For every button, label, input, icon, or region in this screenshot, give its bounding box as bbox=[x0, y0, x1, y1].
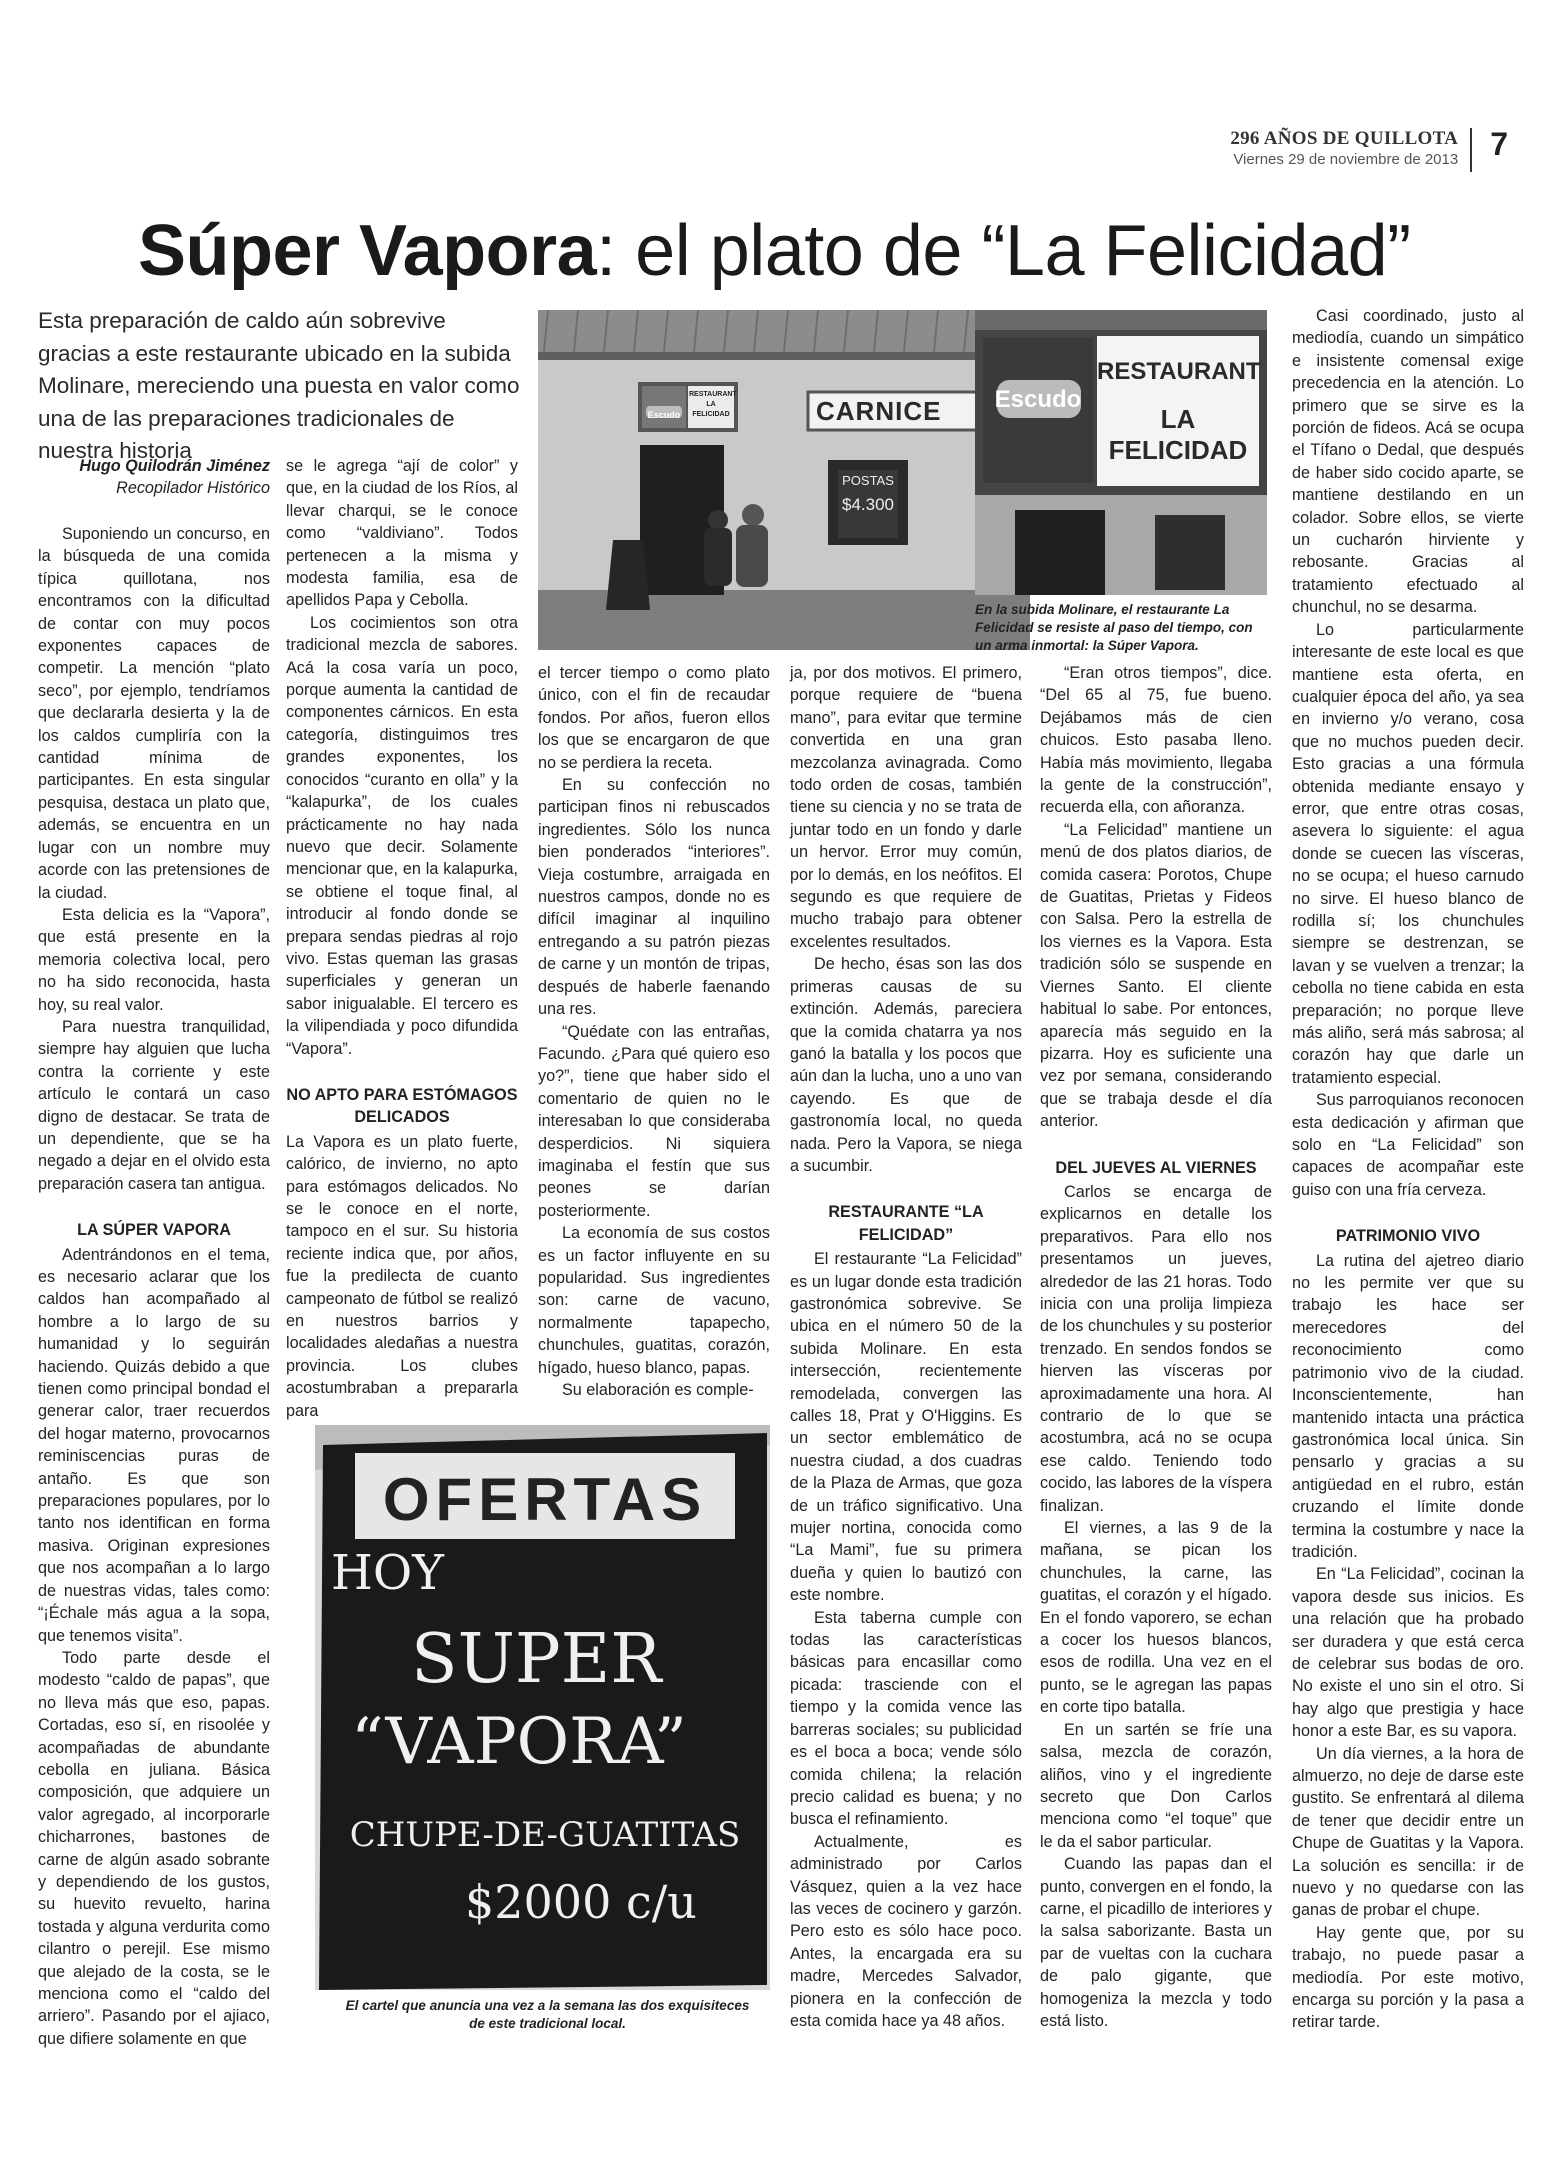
paragraph: Adentrándonos en el tema, es necesario aclarar que los caldos han acompañado al hombre a lo largo de su humanidad y lo seguirán haciendo. Quizás debido a que tienen como principal bondad el generar calor, traer recuerdos del hogar materno, provocarnos reminiscencias puras de antaño. Es que son preparaciones populares, por lo tanto nos identifican en forma masiva. Originan expresiones que nos acompañan a lo largo de nuestras vidas, tales como: “¡Échale más agua a la sopa, que tenemos visita”. bbox=[38, 1245, 270, 1645]
subhead: PATRIMONIO VIVO bbox=[1335, 1227, 1481, 1246]
deck: Esta preparación de caldo aún sobrevive gracias a este restaurante ubicado en la subida Molinare, mereciendo una puesta en valor como una de las preparaciones tradicionales de nuestra historia bbox=[38, 308, 520, 463]
column-1 bbox=[38, 455, 270, 2050]
sign-brand: Escudo bbox=[647, 410, 681, 420]
chalkboard-caption: El cartel que anuncia una vez a la semana las dos exquisiteces de este tradicional local. bbox=[345, 1998, 750, 2031]
chalk-today: HOY bbox=[331, 1545, 444, 1601]
subhead: RESTAURANTE “LA FELICIDAD” bbox=[828, 1203, 984, 1244]
column-3 bbox=[538, 662, 770, 1401]
close-sign-line2: LA FELICIDAD bbox=[1108, 404, 1248, 465]
column-2 bbox=[286, 455, 518, 1422]
paragraph: se le agrega “ají de color” y que, en la ciudad de los Ríos, al llevar charqui, se le conoce como “valdiviano”. Todos pertenecen a la misma y modesta familia, esa de apellidos Papa y Cebolla. bbox=[286, 457, 518, 610]
page-header bbox=[1230, 128, 1508, 172]
byline bbox=[38, 455, 270, 499]
section-block bbox=[1230, 128, 1472, 172]
subhead: LA SÚPER VAPORA bbox=[77, 1221, 231, 1240]
poster-line1: POSTAS bbox=[842, 473, 894, 488]
paragraph: ja, por dos motivos. El primero, porque requiere de “buena mano”, para evitar que termine convertida en una gran mezcolanza avinagrada. Como todo orden de cosas, también tiene su ciencia y no se trata de juntar todo en un fondo y darle un hervor. Error muy común, por lo demás, en los neófitos. El segundo es que requiere de mucho trabajo para obtener excelentes resultados. bbox=[790, 664, 1022, 951]
paragraph: Casi coordinado, justo al mediodía, cuando un simpático e insistente comensal exige precedencia en la atención. Lo primero que se sirve es la porción de fideos. Acá se ocupa el Tífano o Dedal, que después de haber sido cocido aparte, se mantiene destilando en un colador. Sobre ellos, se vierte un cucharón hirviente y rebosante. Gracias al tratamiento efectuado al chunchul, no se desarma. bbox=[1292, 307, 1524, 617]
chalk-super: SUPER bbox=[411, 1620, 662, 1699]
chalkboard-photo bbox=[315, 1425, 770, 1990]
sign-shop: CARNICE bbox=[816, 396, 942, 426]
column-4 bbox=[790, 662, 1022, 2032]
paragraph: La Vapora es un plato fuerte, calórico, de invierno, no apto para estómagos delicados. No se le conoce en el norte, tampoco en el sur. Su historia reciente indica que, por años, fue la predilecta de cuanto campeonato de fútbol se realizó en nuestros barrios y localidades aledañas a nuestra provincia. Los clubes acostumbraban a prepararla para bbox=[286, 1132, 518, 1420]
poster-line2: $4.300 bbox=[842, 495, 894, 514]
byline-role: Recopilador Histórico bbox=[116, 479, 270, 497]
paragraph: Cuando las papas dan el punto, convergen en el fondo, la carne, el picadillo de interiores y la salsa saborizante. Basta un par de vueltas con la cuchara de palo gigante, que homogeniza la mezcla y todo está listo. bbox=[1040, 1855, 1272, 2030]
paragraph: Hay gente que, por su trabajo, no puede pasar a mediodía. Por este motivo, encarga su porción y la pasa a retirar tarde. bbox=[1292, 1923, 1524, 2032]
paragraph: La rutina del ajetreo diario no les permite ver que su trabajo les hace ser merecedores del reconocimiento como patrimonio vivo de la ciudad. Inconscientemente, han mantenido intacta una práctica gastronómica local única. Sin pensarlo y gracias a su antigüedad en el rubro, están cruzando el límite donde termina la costumbre y nace la tradición. bbox=[1292, 1251, 1524, 1561]
paragraph: En “La Felicidad”, cocinan la vapora desde sus inicios. Es una relación que ha probado ser duradera y que está cerca de celebrar sus bodas de oro. No existe el uno sin el otro. Si hay algo que prestigia y hace honor a este Bar, es su vapora. bbox=[1292, 1565, 1524, 1741]
section-title: 296 AÑOS DE QUILLOTA bbox=[1230, 128, 1459, 149]
paragraph: el tercer tiempo o como plato único, con el fin de recaudar fondos. Por años, fueron ellos los que se encargaron de que no se perdiera la receta. bbox=[538, 664, 770, 772]
paragraph: Actualmente, es administrado por Carlos Vásquez, quien a la vez hace las veces de cocinero y garzón. Pero esto es sólo hace poco. Antes, la encargada era su madre, Mercedes Salvador, pionera en la confección de esta comida hace ya 48 años. bbox=[790, 1832, 1022, 2030]
paragraph: Lo particularmente interesante de este local es que mantiene esta oferta, en cualquier época del año, ya sea en invierno y/o verano, cosa que no muchos pueden decir. Esto gracias a una fórmula obtenida mediante ensayo y error, que entre otras cosas, asevera lo siguiente: el agua donde se cuecen las vísceras, no se ocupa; el hueso carnudo no sirve. El hueso blanco de rodilla sí; los chunchules siempre se destrenzan, se lavan y se vuelven a trenzar; la cebolla no tiene cabida en esta preparación; no porque lleve más aliño, será más sabrosa; al corazón hay que darle un tratamiento especial. bbox=[1292, 620, 1524, 1087]
paragraph: El viernes, a las 9 de la mañana, se pican los chunchules, la carne, las guatitas, el corazón y el hígado. En el fondo vaporero, se echan a cocer los huesos blancos, esos de rodilla. Una vez en el punto, se le agregan las papas en corte tipo batalla. bbox=[1040, 1519, 1272, 1717]
paragraph: “La Felicidad” mantiene un menú de dos platos diarios, de comida casera: Porotos, Chupe de Guatitas, Prietas y Fideos con Salsa. Pero la estrella de los viernes es la Vapora. Esta tradición sólo se suspende en Viernes Santo. El cliente habitual lo sabe. Por entonces, aparecía más seguido en la pizarra. Hoy es suficiente una vez por semana, considerando que se trabaja desde el día anterior. bbox=[1040, 820, 1272, 1131]
chalk-offers: OFERTAS bbox=[382, 1466, 708, 1533]
close-sign-brand: Escudo bbox=[994, 386, 1082, 413]
paragraph: Un día viernes, a la hora de almuerzo, no deje de darse este gustito. Se enfrentará al dilema de tener que decidir entre un Chupe de Guatitas y la Vapora. La solución es sencilla: ir de nuevo y no quedarse con las ganas de probar el chupe. bbox=[1292, 1744, 1524, 1920]
chalk-price: $2000 c/u bbox=[465, 1875, 697, 1929]
paragraph: Esta delicia es la “Vapora”, que está presente en la memoria colectiva local, pero no ha sido reconocida, hasta hoy, su real valor. bbox=[38, 905, 270, 1014]
chalk-vapora: “VAPORA” bbox=[351, 1705, 687, 1779]
byline-name: Hugo Quilodrán Jiménez bbox=[79, 457, 270, 475]
sign-restaurant: RESTAURANT LA FELICIDAD bbox=[689, 391, 737, 418]
restaurant-sign-photo bbox=[975, 310, 1267, 595]
paragraph: Esta taberna cumple con todas las características básicas para encasillar como picada: trasciende con el tiempo y la comida vence las barreras sociales; su publicidad es el boca a boca; vende sólo comida chilena; la relación precio calidad es buena; y no busca el refinamiento. bbox=[790, 1608, 1022, 1829]
paragraph: “Eran otros tiempos”, dice. “Del 65 al 75, fue bueno. Dejábamos más de cien chuicos. Esto pasaba lleno. Había más movimiento, llegaba la gente de la construcción”, recuerda ella, con añoranza. bbox=[1040, 664, 1272, 817]
paragraph: El restaurante “La Felicidad” es un lugar donde esta tradición gastronómica sobrevive. Se ubica en el número 50 de la subida Molinare. En esta intersección, recientemente remodelada, convergen las calles 18, Prat y O'Higgins. Es un sector emblemático de nuestra ciudad, a dos cuadras de la Plaza de Armas, que goza de un tráfico significativo. Una mujer nortina, conocida como “La Mami”, fue su primera dueña y quien lo bautizó con este nombre. bbox=[790, 1250, 1022, 1605]
subhead: DEL JUEVES AL VIERNES bbox=[1055, 1158, 1257, 1177]
paragraph: Todo parte desde el modesto “caldo de papas”, que no lleva más que eso, papas. Cortadas, eso sí, en risoolée y acompañadas de abundante cebolla en juliana. Básica composición, que adquiere un valor agregado, al incorporarle chicharrones, bastones de carne de algún asado sobrante y dependiendo de los gustos, su huevito revuelto, harina tostada y alguna verdurita como cilantro o perejil. Ese mismo que alejado de la costa, se le menciona como el “caldo del arriero”. Pasando por el ajiaco, que difiere solamente en que bbox=[38, 1648, 270, 2048]
paragraph: “Quédate con las entrañas, Facundo. ¿Para qué quiero eso yo?”, tiene que haber sido el comentario de quien no le interesaban lo que consideraba desperdicios. Ni siquiera imaginaba el festín que sus peones se darían posteriormente. bbox=[538, 1022, 770, 1220]
paragraph: Para nuestra tranquilidad, siempre hay alguien que lucha contra la corriente y este artículo le contará un caso digno de destacar. Se trata de un dependiente, que se ha negado a dejar en el olvido esta preparación casera tan antigua. bbox=[38, 1017, 270, 1193]
column-6 bbox=[1292, 305, 1524, 2034]
paragraph: En su confección no participan finos ni rebuscados ingredientes. Sólo los nunca bien ponderados “interiores”. Vieja costumbre, arraigada en nuestros campos, donde no es difícil imaginar al inquilino entregando a su patrón piezas de carne y un montón de tripas, después de haberle faenando una res. bbox=[538, 776, 770, 1019]
paragraph: Su elaboración es comple- bbox=[562, 1381, 754, 1399]
paragraph: La economía de sus costos es un factor influyente en su popularidad. Sus ingredientes son: carne de vacuno, normalmente tapapecho, chunchules, guatitas, corazón, hígado, hueso blanco, papas. bbox=[538, 1224, 770, 1377]
headline bbox=[138, 210, 1411, 292]
paragraph: De hecho, ésas son las dos primeras causas de su extinción. Además, pareciera que la comida chatarra ya nos ganó la batalla y los pocos que aún dan la lucha, uno a uno van cayendo. Es que de gastronomía local, no queda nada. Pero la Vapora, se niega a sucumbir. bbox=[790, 955, 1022, 1175]
paragraph: Los cocimientos son otra tradicional mezcla de sabores. Acá la cosa varía un poco, porque aumenta la cantidad de componentes cárnicos. En esta categoría, distinguimos tres grandes exponentes, los conocidos “curanto en olla” y la “kalapurka”, de los cuales prácticamente no hay nada nuevo que decir. Solamente mencionar que, en la kalapurka, se obtiene el toque final, al introducir al fondo donde se prepara sendas piedras al rojo vivo. Estas queman las grasas superficiales y generan un sabor inigualable. El tercero es la vilipendiada y poco difundida “Vapora”. bbox=[286, 613, 518, 1058]
paragraph: En un sartén se fríe una salsa, mezcla de corazón, aliños, vino y el ingrediente secreto que Don Carlos menciona como “el toque” que le da el sabor particular. bbox=[1040, 1720, 1272, 1851]
close-sign-line1: RESTAURANT bbox=[1097, 358, 1261, 385]
paragraph: Sus parroquianos reconocen esta dedicación y afirman que solo en “La Felicidad” son capaces de acompañar este guiso con una fría cerveza. bbox=[1292, 1091, 1524, 1199]
storefront-illustration bbox=[538, 310, 1030, 650]
storefront-photo bbox=[538, 310, 1030, 650]
paragraph: Suponiendo un concurso, en la búsqueda de una comida típica quillotana, nos encontramos con la dificultad de contar con muy pocos exponentes capaces de competir. La mención “plato seco”, por ejemplo, tendríamos que declararla desierta y la de los caldos cumpliría con la cantidad mínima de participantes. En esta singular pesquisa, destaca un plato que, además, se encuentra en un lugar con un nombre muy acorde con las pretensiones de la ciudad. bbox=[38, 525, 270, 902]
paragraph: Carlos se encarga de explicarnos en detalle los preparativos. Para ello nos presentamos un jueves, alrededor de las 21 horas. Todo inicia con una prolija limpieza de los chunchules y su posterior trenzado. En sendos fondos se hierven las vísceras por aproximadamente una hora. Al contrario de lo que se acostumbra, acá no se ocupa ese caldo. Teniendo todo cocido, las labores de la víspera finalizan. bbox=[1040, 1182, 1272, 1515]
chalk-chupe: CHUPE-DE-GUATITAS bbox=[349, 1815, 741, 1855]
closeup-caption: En la subida Molinare, el restaurante La Felicidad se resiste al paso del tiempo, con un arma inmortal: la Súper Vapora. bbox=[975, 602, 1253, 653]
headline-bold: Súper Vapora bbox=[138, 211, 597, 291]
page-number: 7 bbox=[1490, 126, 1508, 162]
subhead: NO APTO PARA ESTÓMAGOS DELICADOS bbox=[286, 1085, 518, 1127]
headline-rest: : el plato de “La Felicidad” bbox=[596, 211, 1411, 291]
issue-date: Viernes 29 de noviembre de 2013 bbox=[1233, 151, 1459, 168]
column-5 bbox=[1040, 662, 1272, 2032]
